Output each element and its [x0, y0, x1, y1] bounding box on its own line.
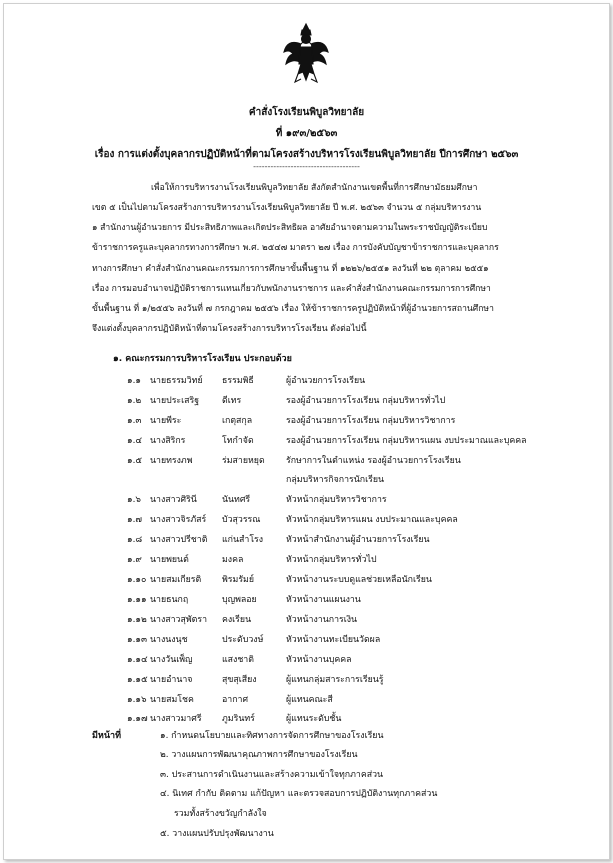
member-first-name: นางสาวสุพัตรา — [150, 615, 208, 625]
member-first-name: นายธรรมวิทย์ — [150, 376, 203, 386]
member-first-name: นางสาวจิรภัสร์ — [150, 515, 207, 525]
member-role: หัวหน้างานการเงิน — [286, 615, 358, 625]
intro-line: ทางการศึกษา คำสั่งสำนักงานคณะกรรมการการศึกษาขั้นพื้นฐาน ที่ ๑๒๒๖/๒๕๕๑ ลงวันที่ ๒๒ ตุลาคม ๒๕๕๑ — [92, 264, 489, 274]
member-first-name: นายสมเกียรติ — [150, 575, 202, 585]
member-number: ๑.๔ — [127, 436, 143, 446]
duty-item: ๕. วางแผนปรับปรุงพัฒนางาน — [160, 829, 274, 839]
member-last-name: อากาศ — [222, 695, 249, 705]
member-number: ๑.๘ — [127, 535, 143, 545]
order-number: ที่ ๑๙๓/๒๕๖๓ — [275, 128, 338, 139]
member-number: ๑.๙ — [127, 555, 142, 565]
intro-line: ข้าราชการครูและบุคลากรทางการศึกษา พ.ศ. ๒๕๔๗ มาตรา ๒๗ เรื่อง การบังคับบัญชาข้าราชการและบุคลากร — [92, 243, 499, 253]
member-role: หัวหน้างานระบบดูแลช่วยเหลือนักเรียน — [286, 575, 432, 585]
member-number: ๑.๑๗ — [127, 714, 148, 724]
member-number: ๑.๓ — [127, 416, 142, 426]
member-number: ๑.๑๒ — [127, 615, 147, 625]
separator-line: ------------------------------------- — [253, 162, 360, 171]
member-role: หัวหน้างานบุคคล — [286, 655, 352, 665]
member-last-name: พิรมรัมย์ — [222, 575, 255, 585]
intro-line: ขั้นพื้นฐาน ที่ ๑/๒๕๕๖ ลงวันที่ ๗ กรกฎาคม ๒๕๕๖ เรื่อง ให้ข้าราชการครูปฏิบัติหน้าที่ผู้อำนวยการสถานศึกษา — [92, 304, 494, 314]
duty-item: ๒. วางแผนการพัฒนาคุณภาพการศึกษาของโรงเรียน — [160, 750, 358, 760]
member-role: รองผู้อำนวยการโรงเรียน กลุ่มบริหารวิชาการ — [286, 416, 456, 426]
duty-item: ๑. กำหนดนโยบายและทิศทางการจัดการศึกษาของโรงเรียน — [160, 731, 384, 741]
committee-title: ๑. คณะกรรมการบริหารโรงเรียน ประกอบด้วย — [113, 354, 292, 364]
member-first-name: นางสาวมาศรี — [150, 714, 202, 724]
member-role: หัวหน้างานแผนงาน — [286, 595, 361, 605]
member-last-name: ประดับวงษ์ — [222, 635, 264, 645]
member-number: ๑.๑๔ — [127, 655, 148, 665]
member-last-name: นันทศรี — [222, 495, 251, 505]
duties-label: มีหน้าที่ — [92, 731, 122, 741]
member-last-name: บุญพลอย — [222, 595, 257, 605]
member-number: ๑.๑ — [127, 376, 141, 386]
member-number: ๑.๑๓ — [127, 635, 147, 645]
member-role: หัวหน้างานทะเบียนวัดผล — [286, 635, 381, 645]
member-last-name: สุขสุเสียง — [222, 675, 257, 685]
member-first-name: นางวันเพ็ญ — [150, 655, 193, 665]
member-role: หัวหน้ากลุ่มบริหารทั่วไป — [286, 555, 377, 565]
member-last-name: คงเรียน — [222, 615, 252, 625]
member-first-name: นายธนกฤ — [150, 595, 189, 605]
intro-line: จึงแต่งตั้งบุคลากรปฏิบัติหน้าที่ตามโครงสร้างการบริหารโรงเรียน ดังต่อไปนี้ — [92, 324, 367, 334]
member-first-name: นายพีระ — [150, 416, 182, 426]
member-role: ผู้แทนคณะสี — [286, 695, 333, 705]
member-role-continued: กลุ่มบริหารกิจการนักเรียน — [286, 475, 384, 485]
member-first-name: นางนงนุช — [150, 635, 188, 645]
member-first-name: นายพยนต์ — [150, 555, 189, 565]
member-last-name: แสงชาติ — [222, 655, 254, 665]
member-first-name: นายอำนาจ — [150, 675, 193, 685]
member-role: หัวหน้ากลุ่มบริหารวิชาการ — [286, 495, 387, 505]
member-number: ๑.๕ — [127, 456, 143, 466]
member-number: ๑.๒ — [127, 396, 142, 406]
member-last-name: แก่นสำโรง — [222, 535, 264, 545]
member-number: ๑.๑๕ — [127, 675, 148, 685]
intro-line: เพื่อให้การบริหารงานโรงเรียนพิบูลวิทยาลัย สังกัดสำนักงานเขตพื้นที่การศึกษามัธยมศึกษา — [151, 183, 478, 193]
member-role: ผู้แทนกลุ่มสาระการเรียนรู้ — [286, 675, 384, 685]
member-last-name: โทกำจัด — [222, 436, 254, 446]
order-subject: เรื่อง การแต่งตั้งบุคลากรปฏิบัติหน้าที่ตามโครงสร้างบริหารโรงเรียนพิบูลวิทยาลัย ปีการศึกษา ๒๕๖๓ — [94, 149, 519, 160]
member-role: ผู้แทนระดับชั้น — [286, 714, 342, 724]
member-first-name: นางสาวศิรินี — [150, 495, 197, 505]
member-first-name: นางสาวปรีชาติ — [150, 535, 208, 545]
intro-line: ๑ สำนักงานผู้อำนวยการ มีประสิทธิภาพและเกิดประสิทธิผล อาศัยอำนาจตามความในพระราชบัญญัติระเบียบ — [92, 223, 488, 233]
member-role: รักษาการในตำแหน่ง รองผู้อำนวยการโรงเรียน — [286, 456, 461, 466]
member-role: หัวหน้ากลุ่มบริหารแผน งบประมาณและบุคคล — [286, 515, 458, 525]
member-first-name: นายสมโชค — [150, 695, 194, 705]
order-title: คำสั่งโรงเรียนพิบูลวิทยาลัย — [248, 107, 365, 118]
member-last-name: เกตุสกุล — [222, 416, 253, 426]
member-role: รองผู้อำนวยการโรงเรียน กลุ่มบริหารแผน งบประมาณและบุคคล — [286, 436, 527, 446]
member-last-name: บัวสุวรรณ — [222, 515, 261, 525]
duty-item: ๔. นิเทศ กำกับ ติดตาม แก้ปัญหา และตรวจสอบการปฏิบัติงานทุกภาคส่วน — [160, 789, 438, 799]
member-role: รองผู้อำนวยการโรงเรียน กลุ่มบริหารทั่วไป — [286, 396, 446, 406]
member-role: ผู้อำนวยการโรงเรียน — [286, 376, 366, 386]
duty-item: ๓. ประสานการดำเนินงานและสร้างความเข้าใจทุกภาคส่วน — [160, 770, 384, 780]
member-number: ๑.๑๑ — [127, 595, 147, 605]
member-last-name: ดีเทร — [222, 396, 242, 406]
member-last-name: ภูมรินทร์ — [222, 714, 255, 724]
member-last-name: ร่มสายหยุด — [222, 456, 265, 466]
member-role: หัวหน้าสำนักงานผู้อำนวยการโรงเรียน — [286, 535, 430, 545]
intro-line: เรื่อง การมอบอำนาจปฏิบัติราชการแทนเกี่ยวกับพนักงานราชการ และคำสั่งสำนักงานคณะกรรมการการศึกษา — [92, 284, 491, 294]
member-last-name: มงคล — [222, 555, 244, 565]
garuda-emblem-icon — [283, 22, 329, 86]
member-number: ๑.๗ — [127, 515, 142, 525]
member-last-name: ธรรมพิธี — [222, 376, 254, 386]
member-first-name: นายทรงภพ — [150, 456, 193, 466]
member-number: ๑.๖ — [127, 495, 141, 505]
member-number: ๑.๑๖ — [127, 695, 147, 705]
member-number: ๑.๑๐ — [127, 575, 147, 585]
intro-line: เขต ๕ เป็นไปตามโครงสร้างการบริหารงานโรงเรียนพิบูลวิทยาลัย ปี พ.ศ. ๒๕๖๓ จำนวน ๕ กลุ่มบริหารงาน — [92, 203, 482, 213]
member-first-name: นายประเสริฐ — [150, 396, 200, 406]
member-first-name: นางสิริกร — [150, 436, 186, 446]
duty-item-continued: รวมทั้งสร้างขวัญกำลังใจ — [174, 809, 267, 819]
